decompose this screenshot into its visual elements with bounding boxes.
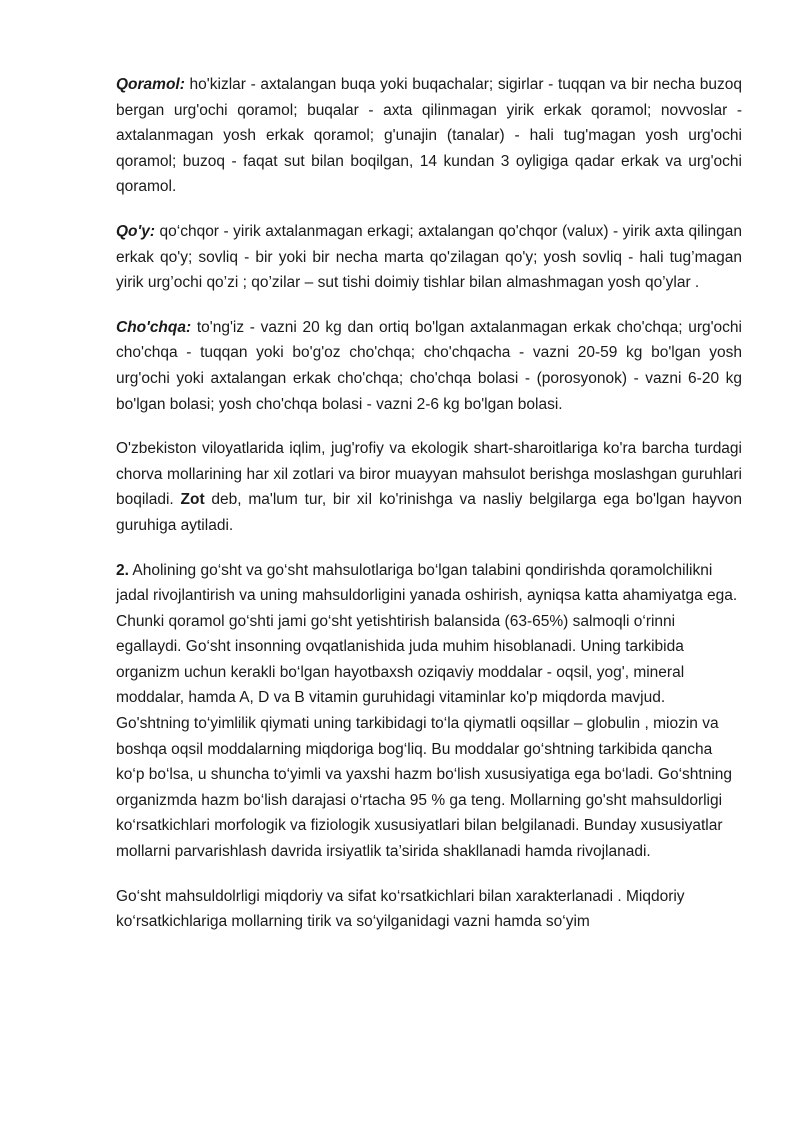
- paragraph-breeds: [116, 436, 742, 538]
- paragraph-cattle: [116, 72, 742, 200]
- paragraph-section-2: [116, 558, 742, 865]
- breeds-text-before: O'zbekiston viloyatlarida iqlim, jug'rofiy va ekologik shart-sharoitlariga ko'ra barcha turdagi chorva mollarining har xil zotlari va biror muayyan mahsulot berishga moslashgan guruhlari boqiladi.: [116, 440, 742, 509]
- cattle-definition: ho'kizlar - axtalangan buqa yoki buqachalar; sigirlar - tuqqan va bir necha buzoq bergan urg'ochi qoramol; buqalar - axta qilinmagan yirik erkak qoramol; novvoslar - axtalanmagan yosh erkak qoramol; g'unajin (tanalar) - hali tug'magan yosh urg'ochi qoramol; buzoq - faqat sut bilan boqilgan, 14 kundan 3 oyligiga qadar erkak va urg'ochi qoramol.: [116, 76, 742, 196]
- section-number: 2.: [116, 561, 129, 579]
- term-cattle: Qoramol:: [116, 76, 185, 93]
- section-2-text: Aholining go‘sht va go‘sht mahsulotlariga bo‘lgan talabini qondirishda qoramolchilikni jadal rivojlantirish va uning mahsuldorligini yanada oshirish, ayniqsa katta ahamiyatga ega. Chunki qoramol go‘shti jami go‘sht yetishtirish balansida (63-65%) salmoqli o‘rinni egallaydi. Go‘sht insonning ovqatlanishida juda muhim hisoblanadi. Uning tarkibida organizm uchun kerakli bo‘lgan hayotbaxsh oziqaviy moddalar - oqsil, yog', mineral moddalar, hamda A, D va B vitamin guruhidagi vitaminlar ko'p miqdorda mavjud. Go'shtning to‘yimlilik qiymati uning tarkibidagi to‘la qiymatli oqsillar – globulin , miozin va boshqa oqsil moddalarning miqdoriga bog‘liq. Bu moddalar go‘shtning tarkibida qancha ko‘p bo‘lsa, u shuncha to‘yimli va yaxshi hazm bo‘lish xususiyatiga ega bo‘ladi. Go‘shtning organizmda hazm bo‘lish darajasi o‘rtacha 95 % ga teng. Mollarning go'sht mahsuldorligi ko‘rsatkichlari morfologik va fiziologik xususiyatlari bilan belgilanadi. Bunday xususiyatlar mollarni parvarishlash davrida irsiyatlik ta’sirida shakllanadi hamda rivojlanadi.: [116, 561, 738, 861]
- term-sheep: Qo'y:: [116, 222, 155, 240]
- pig-definition: to'ng'iz - vazni 20 kg dan ortiq bo'lgan axtalanmagan erkak cho'chqa; urg'ochi cho'chqa - tuqqan yoki bo'g'oz cho'chqa; cho'chqacha - vazni 20-59 kg bo'lgan yosh urg'ochi yoki axtalangan erkak cho'chqa; cho'chqa bolasi - (porosyonok) - vazni 6-20 kg bo'lgan bolasi; yosh cho'chqa bolasi - vazni 2-6 kg bo'lgan bolasi.: [116, 318, 742, 413]
- meat-productivity-text: Go‘sht mahsuldolrligi miqdoriy va sifat ko‘rsatkichlari bilan xarakterlanadi . Miqdoriy ko‘rsatkichlariga mollarning tirik va so‘yilganidagi vazni hamda so‘yim: [116, 887, 685, 931]
- sheep-definition: qo‘chqor - yirik axtalanmagan erkagi; axtalangan qo'chqor (valux) - yirik axta qilingan erkak qo'y; sovliq - bir yoki bir necha marta qo'zilagan qo'y; yosh sovliq - hali tug’magan yirik urg’ochi qo’zi ; qo’zilar – sut tishi doimiy tishlar bilan almashmagan yosh qo’ylar .: [116, 222, 742, 292]
- term-pig: Cho'chqa:: [116, 318, 192, 336]
- paragraph-pig: [116, 315, 742, 417]
- term-breed: Zot: [180, 491, 205, 509]
- document-page: [116, 72, 742, 954]
- paragraph-meat-productivity: [116, 884, 742, 935]
- breeds-text-after: deb, ma'lum tur, bir xiI ko'rinishga va nasliy belgilarga ega bo'lgan hayvon guruhiga aytiladi.: [116, 491, 742, 534]
- paragraph-sheep: [116, 219, 742, 296]
